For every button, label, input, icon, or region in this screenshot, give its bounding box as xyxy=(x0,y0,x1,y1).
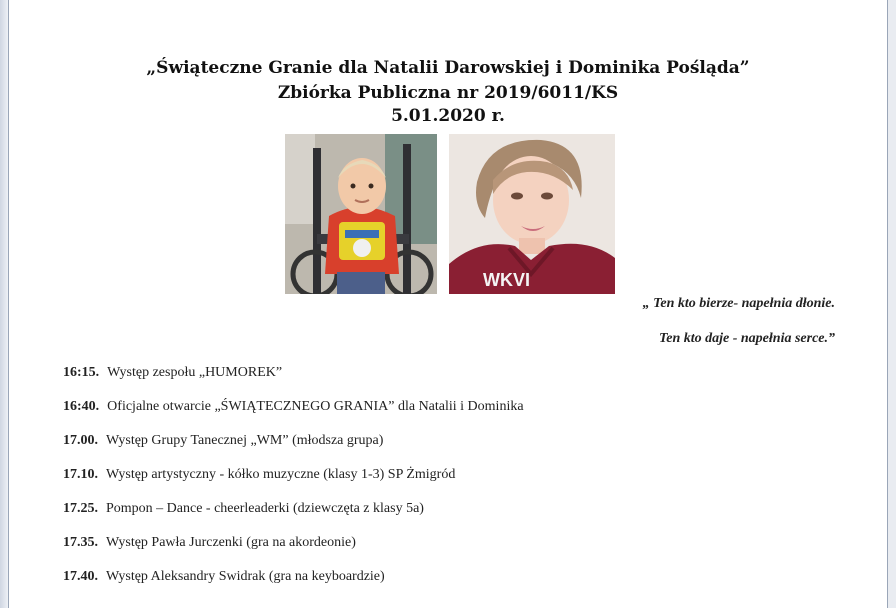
quote-line-1: „ Ten kto bierze- napełnia dłonie. xyxy=(642,296,835,311)
schedule-item xyxy=(63,466,524,500)
schedule-item xyxy=(63,364,524,398)
schedule-text: Występ Aleksandry Swidrak (gra na keyboardzie) xyxy=(106,569,385,584)
schedule-item xyxy=(63,398,524,432)
schedule-item xyxy=(63,534,524,568)
photo-boy-in-wheelchair xyxy=(285,134,437,294)
document-title: „Świąteczne Granie dla Natalii Darowskiej i Dominika Pośląda” xyxy=(146,58,750,78)
schedule-item xyxy=(63,568,524,602)
window-gutter xyxy=(0,0,8,608)
schedule-text: Występ zespołu „HUMOREK” xyxy=(107,365,283,380)
document-date: 5.01.2020 r. xyxy=(391,106,505,126)
schedule-text: Pompon – Dance - cheerleaderki (dziewczęta z klasy 5a) xyxy=(106,501,424,516)
schedule-item xyxy=(63,500,524,534)
schedule-time: 17.10. xyxy=(63,467,98,482)
event-schedule xyxy=(63,364,524,602)
schedule-text: Występ artystyczny - kółko muzyczne (klasy 1-3) SP Żmigród xyxy=(106,467,456,482)
schedule-text: Występ Grupy Tanecznej „WM” (młodsza grupa) xyxy=(106,433,384,448)
document-page xyxy=(8,0,888,608)
quote-line-2: Ten kto daje - napełnia serce.” xyxy=(658,331,835,346)
schedule-time: 16:40. xyxy=(63,399,100,414)
schedule-time: 17.40. xyxy=(63,569,98,584)
schedule-text: Występ Pawła Jurczenki (gra na akordeonie) xyxy=(106,535,356,550)
schedule-time: 17.25. xyxy=(63,501,98,516)
schedule-text: Oficjalne otwarcie „ŚWIĄTECZNEGO GRANIA” dla Natalii i Dominika xyxy=(107,399,524,414)
schedule-time: 17.00. xyxy=(63,433,98,448)
photo-girl-portrait xyxy=(449,134,615,294)
schedule-time: 16:15. xyxy=(63,365,100,380)
schedule-time: 17.35. xyxy=(63,535,98,550)
svg-text:WKVI: WKVI xyxy=(483,270,530,290)
schedule-item xyxy=(63,432,524,466)
document-subtitle: Zbiórka Publiczna nr 2019/6011/KS xyxy=(277,83,619,103)
